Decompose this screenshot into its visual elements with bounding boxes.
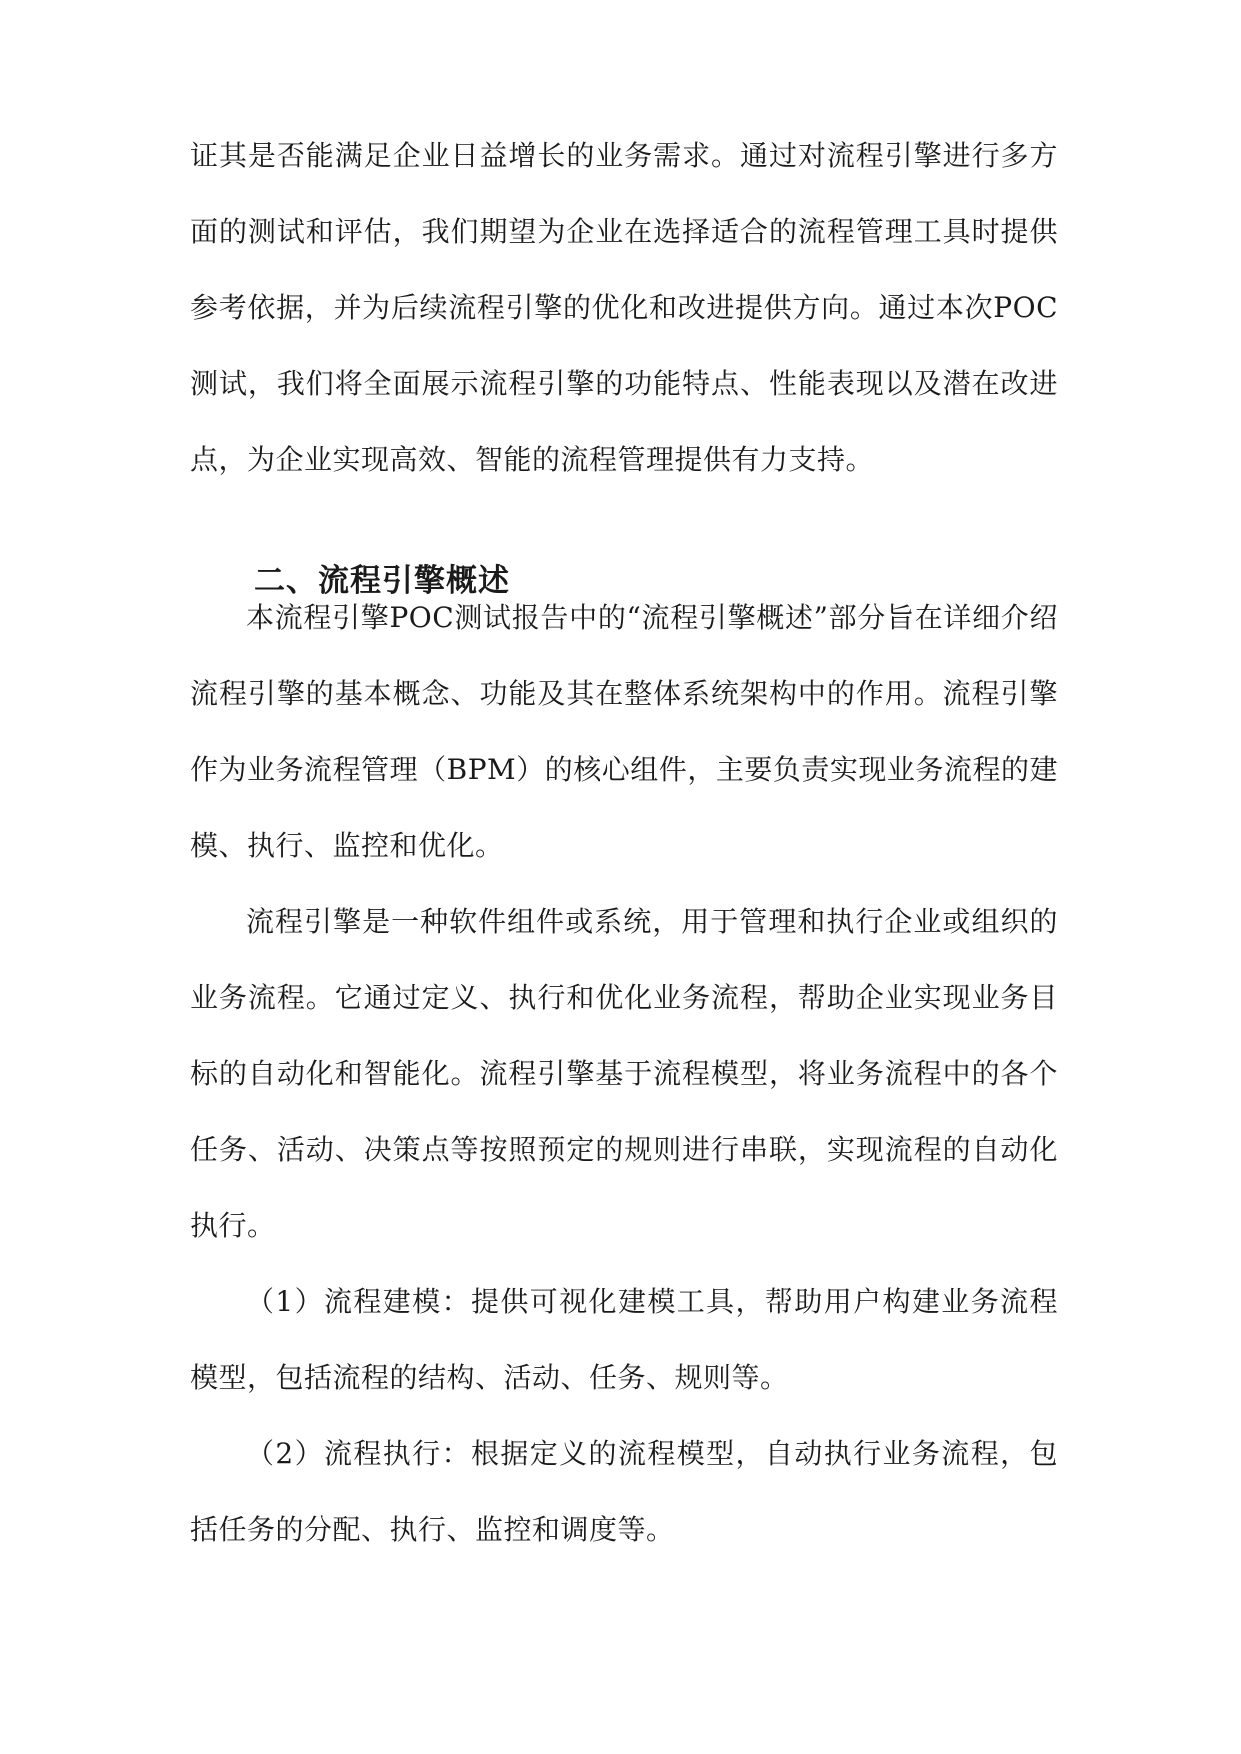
definition-paragraph: 流程引擎是一种软件组件或系统，用于管理和执行企业或组织的业务流程。它通过定义、执行和优化业务流程，帮助企业实现业务目标的自动化和智能化。流程引擎基于流程模型，将业务流程中的各个任务、活动、决策点等按照预定的规则进行串联，实现流程的自动化执行。	[190, 905, 1058, 1242]
list-item: （1）流程建模：提供可视化建模工具，帮助用户构建业务流程模型，包括流程的结构、活动、任务、规则等。	[190, 1285, 1058, 1394]
section-body	[190, 580, 1058, 1568]
overview-paragraph: 本流程引擎POC测试报告中的“流程引擎概述”部分旨在详细介绍流程引擎的基本概念、功能及其在整体系统架构中的作用。流程引擎作为业务流程管理（BPM）的核心组件，主要负责实现业务流程的建模、执行、监控和优化。	[190, 601, 1058, 862]
list-item: （2）流程执行：根据定义的流程模型，自动执行业务流程，包括任务的分配、执行、监控和调度等。	[190, 1437, 1058, 1546]
intro-continuation-paragraph: 证其是否能满足企业日益增长的业务需求。通过对流程引擎进行多方面的测试和评估，我们期望为企业在选择适合的流程管理工具时提供参考依据，并为后续流程引擎的优化和改进提供方向。通过本次POC测试，我们将全面展示流程引擎的功能特点、性能表现以及潜在改进点，为企业实现高效、智能的流程管理提供有力支持。	[190, 139, 1058, 476]
intro-section	[190, 118, 1058, 498]
section-heading: 二、流程引擎概述	[254, 563, 510, 599]
